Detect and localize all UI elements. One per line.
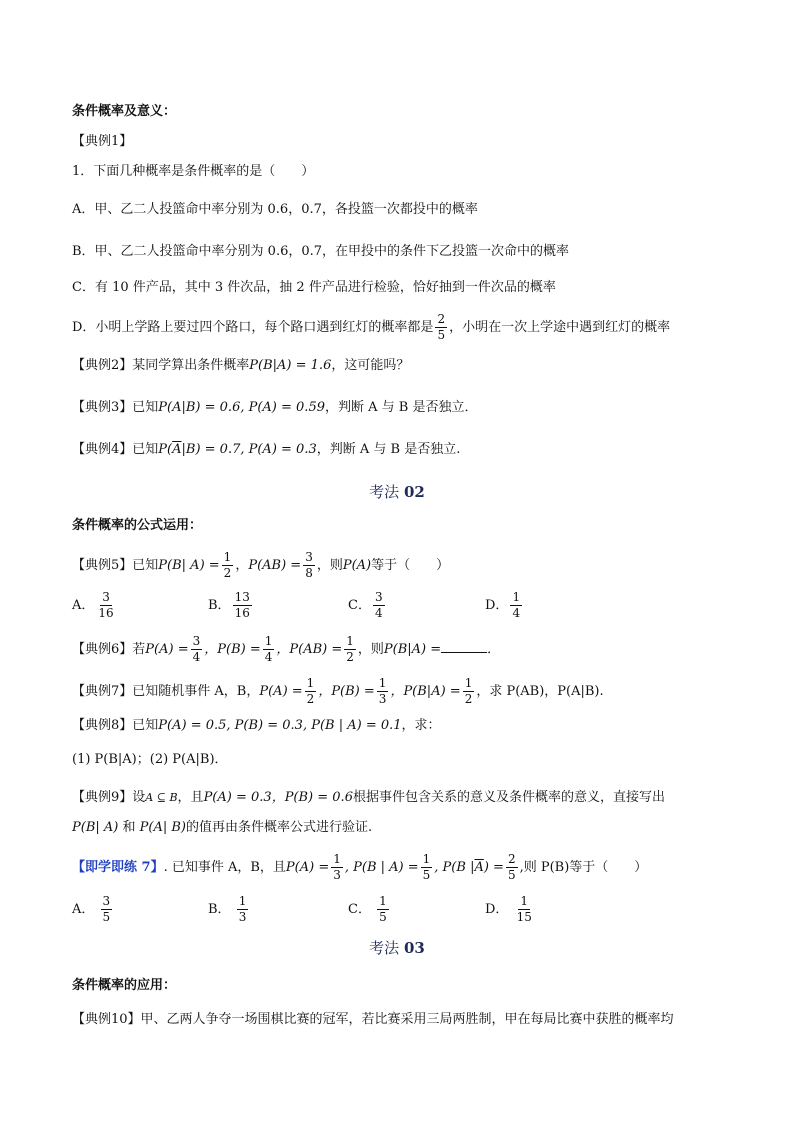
kaofa-02-heading: 考法 02 xyxy=(369,483,425,501)
section-heading-1: 条件概率及意义： xyxy=(72,104,177,119)
example-8-parts: (1) P(B|A)；(2) P(A|B)． xyxy=(72,752,228,767)
practice-7-option-d: D． $\frac{1}{15}$ xyxy=(485,894,532,924)
section-heading-2: 条件概率的公式运用： xyxy=(72,518,203,533)
question-1-option-b: B．甲、乙二人投篮命中率分别为 0.6，0.7，在甲投中的条件下乙投篮一次命中的概率 xyxy=(72,244,570,259)
question-1-stem: 1．下面几种概率是条件概率的是（ ） xyxy=(72,164,315,179)
section-heading-3: 条件概率的应用： xyxy=(72,978,177,993)
example-1-label: 【典例1】 xyxy=(72,134,133,149)
question-1-option-c: C．有 10 件产品，其中 3 件次品，抽 2 件产品进行检验，恰好抽到一件次品的概率 xyxy=(72,280,556,295)
example-4: 【典例4】已知$P(\overline{A}|B) = 0.7$, P(A) = 0.3，判断 A 与 B 是否独立. xyxy=(72,442,461,457)
example-9-line-2: P(B| A) 和 P(A| B)的值再由条件概率公式进行验证. xyxy=(72,820,373,835)
example-10-label: 【典例10】 xyxy=(72,1012,141,1027)
example-5-option-a: A． $\frac{3}{16}$ xyxy=(72,590,114,620)
example-5-option-c: C． $\frac{3}{4}$ xyxy=(348,590,383,620)
example-7-label: 【典例7】 xyxy=(72,684,133,699)
example-6: 【典例6】若P(A) = $\frac{3}{4}$ ，P(B) = $\frac{1}{4}$ ，P(AB) = $\frac{1}{2}$ ，则P(B|A) = ． xyxy=(72,634,501,664)
question-1-option-a: A．甲、乙二人投篮命中率分别为 0.6，0.7，各投篮一次都投中的概率 xyxy=(72,202,478,217)
practice-7-label: 【即学即练 7】 xyxy=(72,860,164,875)
example-8: 【典例8】已知P(A) = 0.5, P(B) = 0.3, P(B | A) = 0.1，求： xyxy=(72,718,441,733)
fraction-one-half: $\frac{1}{2}$ xyxy=(223,550,232,580)
example-9-line-1: 【典例9】设A ⊆ B，且P(A) = 0.3，P(B) = 0.6根据事件包含关系的意义及条件概率的意义，直接写出 xyxy=(72,790,665,805)
example-2-label: 【典例2】 xyxy=(72,358,133,373)
example-4-math: $P(\overline{A}|B) = 0.7$, P(A) = 0.3 xyxy=(158,442,317,457)
kaofa-03-heading: 考法 03 xyxy=(369,939,425,957)
fraction-three-eighths: $\frac{3}{8}$ xyxy=(305,550,313,580)
example-10: 【典例10】甲、乙两人争夺一场围棋比赛的冠军，若比赛采用三局两胜制，甲在每局比赛中获胜的概率均 xyxy=(72,1012,674,1027)
practice-7-option-b: B． $\frac{1}{3}$ xyxy=(208,894,247,924)
example-5-option-d: D． $\frac{1}{4}$ xyxy=(485,590,521,620)
example-2-math: P(B|A) = 1.6 xyxy=(249,358,332,373)
example-4-label: 【典例4】 xyxy=(72,442,133,457)
practice-7-option-a: A． $\frac{3}{5}$ xyxy=(72,894,111,924)
example-2: 【典例2】某同学算出条件概率P(B|A) = 1.6，这可能吗？ xyxy=(72,358,410,373)
example-8-label: 【典例8】 xyxy=(72,718,133,733)
practice-7: 【即学即练 7】. 已知事件 A，B，且P(A) = $\frac{1}{3}$ , P(B | A) = $\frac{1}{5}$ , P(B $|\overline{A}$) = $\frac{2}{5}$ ,则 P(B)等于（ ） xyxy=(72,852,648,882)
example-3-label: 【典例3】 xyxy=(72,400,133,415)
example-7: 【典例7】已知随机事件 A，B，P(A) = $\frac{1}{2}$ ，P(B) = $\frac{1}{3}$ ，P(B|A) = $\frac{1}{2}$ ，求 P(AB)，P(A|B). xyxy=(72,676,604,706)
practice-7-option-c: C． $\frac{1}{5}$ xyxy=(348,894,387,924)
fraction-two-fifths: $\frac{2}{5}$ xyxy=(437,312,446,342)
option-d-text-post: ，小明在一次上学途中遇到红灯的概率 xyxy=(449,320,671,335)
example-9-label: 【典例9】 xyxy=(72,790,133,805)
example-3-math: P(A|B) = 0.6, P(A) = 0.59 xyxy=(158,400,325,415)
example-3: 【典例3】已知P(A|B) = 0.6, P(A) = 0.59，判断 A 与 B 是否独立． xyxy=(72,400,478,415)
example-5-option-b: B． $\frac{13}{16}$ xyxy=(208,590,250,620)
example-5: 【典例5】已知P(B| A) = $\frac{1}{2}$ ，P(AB) = $\frac{3}{8}$ ，则P(A)等于（ ） xyxy=(72,550,450,580)
answer-blank xyxy=(441,640,487,653)
option-d-text-pre: D．小明上学路上要过四个路口，每个路口遇到红灯的概率都是 xyxy=(72,320,434,335)
question-1-option-d xyxy=(72,312,670,343)
example-5-label: 【典例5】 xyxy=(72,558,133,573)
example-6-label: 【典例6】 xyxy=(72,642,133,657)
